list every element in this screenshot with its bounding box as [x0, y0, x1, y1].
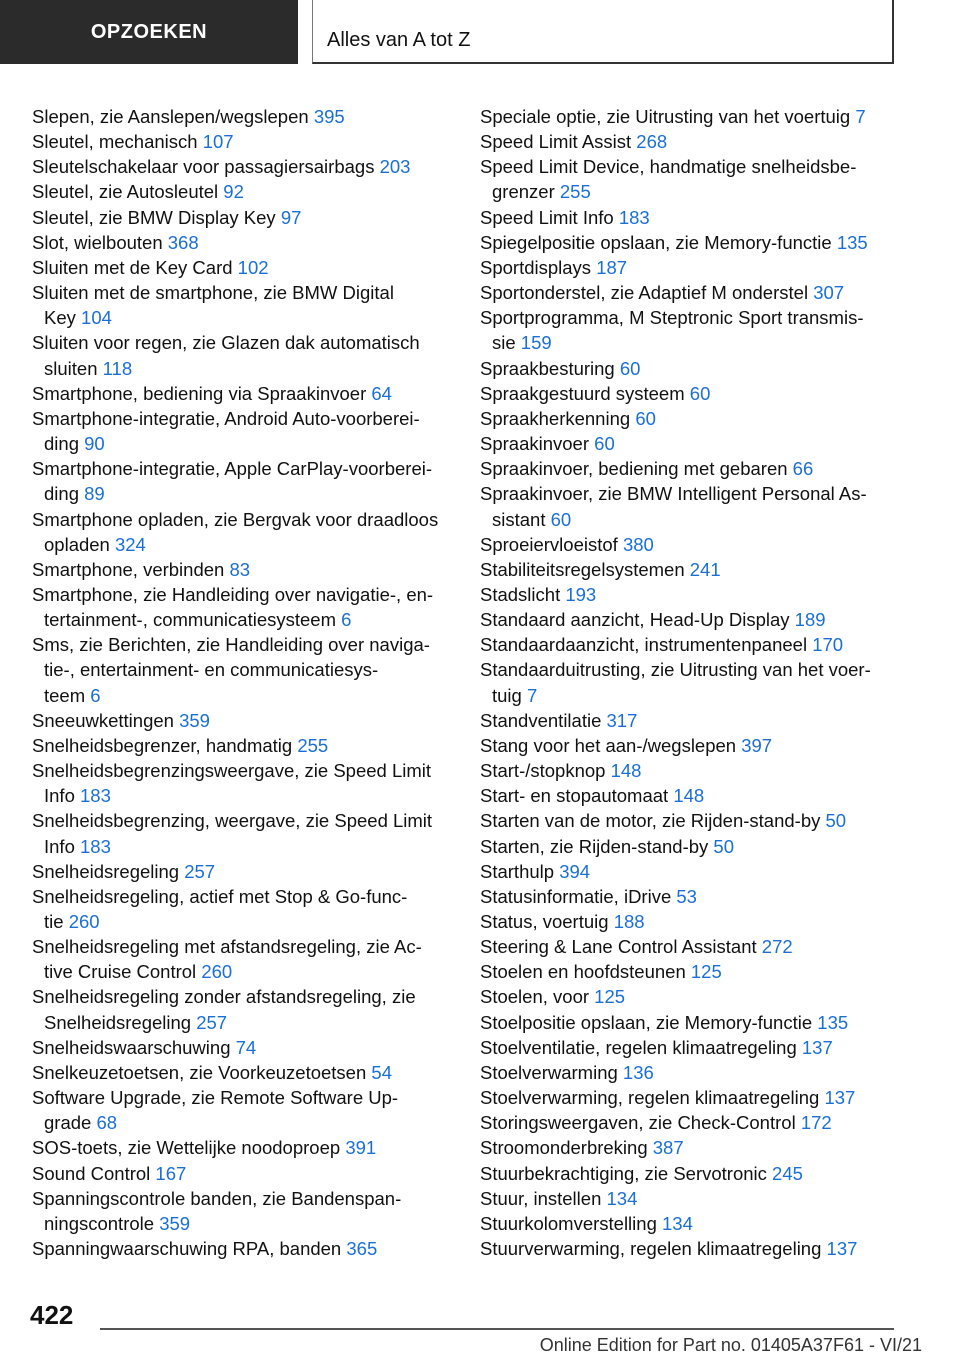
- entry-text: Starten, zie Rijden-stand-by: [480, 835, 714, 857]
- index-entry-continuation: [32, 657, 462, 682]
- entry-text: Smartphone-integratie, Apple CarPlay-voorberei‐: [32, 458, 433, 480]
- page-link[interactable]: 183: [618, 206, 650, 228]
- index-entry: [480, 205, 910, 230]
- entry-text: Spraakherkenning: [480, 407, 636, 429]
- index-entry-continuation: [32, 959, 462, 984]
- entry-text: Sportonderstel, zie Adaptief M onderstel: [480, 282, 814, 304]
- entry-text: Speed Limit Info: [480, 206, 619, 228]
- entry-text: Stadslicht: [480, 583, 566, 605]
- entry-text: Snelheidsbegrenzer, handmatig: [32, 734, 298, 756]
- entry-text: Steering & Lane Control Assistant: [480, 936, 762, 958]
- index-entry-continuation: [32, 683, 462, 708]
- page-link[interactable]: 365: [346, 1238, 378, 1260]
- entry-text: teem: [44, 684, 91, 706]
- entry-text: Slepen, zie Aanslepen/wegslepen: [32, 106, 314, 127]
- index-entry: [32, 758, 462, 783]
- entry-text: Spanningwaarschuwing RPA, banden: [32, 1238, 347, 1260]
- entry-text: Stuurbekrachtiging, zie Servotronic: [480, 1162, 773, 1184]
- page-link[interactable]: 255: [297, 734, 329, 756]
- page-link[interactable]: 68: [96, 1112, 118, 1134]
- footer-divider: [100, 1328, 894, 1330]
- index-entry: [480, 1161, 910, 1186]
- entry-text: Sleutelschakelaar voor passagiersairbags: [32, 156, 380, 178]
- index-entry: [480, 632, 910, 657]
- index-entry: [480, 280, 910, 305]
- index-entry: [480, 783, 910, 808]
- page-link[interactable]: 183: [80, 835, 111, 857]
- page-link[interactable]: 148: [610, 760, 642, 782]
- entry-text: opladen: [44, 533, 115, 555]
- page-link[interactable]: 135: [836, 231, 868, 253]
- index-entry-continuation: [32, 1110, 462, 1135]
- index-column-left: [32, 104, 462, 1261]
- entry-text: Stang voor het aan-/wegslepen: [480, 734, 742, 756]
- index-entry: [480, 1211, 910, 1236]
- index-entry: [480, 255, 910, 280]
- page-link[interactable]: 136: [622, 1061, 654, 1083]
- entry-text: Snelheidswaarschuwing: [32, 1036, 236, 1058]
- entry-text: Smartphone-integratie, Android Auto-voorberei‐: [32, 407, 420, 429]
- index-entry: [32, 456, 462, 481]
- entry-text: grade: [44, 1112, 97, 1134]
- page-link[interactable]: 104: [81, 307, 112, 329]
- entry-text: Stoelverwarming: [480, 1061, 623, 1083]
- index-entry: [32, 1060, 462, 1085]
- index-entry: [32, 154, 462, 179]
- entry-text: Spraakbesturing: [480, 357, 620, 379]
- entry-text: grenzer: [492, 181, 560, 203]
- entry-text: Stoelen, voor: [480, 986, 595, 1008]
- page-link[interactable]: 125: [594, 986, 626, 1008]
- index-entry: [480, 582, 910, 607]
- page-link[interactable]: 6: [341, 609, 352, 631]
- entry-text: Sportprogramma, M Steptronic Sport transmis‐: [480, 307, 864, 329]
- page-link[interactable]: 50: [713, 835, 734, 857]
- page-link[interactable]: 159: [520, 332, 552, 354]
- entry-text: Spanningscontrole banden, zie Bandenspan‐: [32, 1187, 402, 1209]
- index-entry: [32, 934, 462, 959]
- index-entry-continuation: [32, 1010, 462, 1035]
- entry-text: Sportdisplays: [480, 256, 597, 278]
- index-entry: [480, 456, 910, 481]
- entry-text: Sound Control: [32, 1162, 156, 1184]
- index-entry: [32, 808, 462, 833]
- index-entry-continuation: [32, 1211, 462, 1236]
- header-title-box: [312, 0, 894, 64]
- entry-text: tie: [44, 911, 69, 932]
- index-entry: [480, 834, 910, 859]
- entry-text: Smartphone, verbinden: [32, 558, 230, 580]
- page-link[interactable]: 60: [550, 508, 572, 530]
- index-entry-continuation: [32, 532, 462, 557]
- entry-text: sie: [492, 332, 521, 354]
- index-entry: [480, 356, 910, 381]
- index-entry: [480, 431, 910, 456]
- page-link[interactable]: 359: [179, 709, 210, 731]
- entry-text: Sneeuwkettingen: [32, 709, 180, 731]
- index-entry: [32, 1236, 462, 1261]
- index-entry: [480, 607, 910, 632]
- page-link[interactable]: 268: [636, 131, 668, 153]
- entry-text: ningscontrole: [44, 1212, 160, 1234]
- index-entry: [32, 984, 462, 1009]
- entry-text: sistant: [492, 508, 551, 530]
- index-entry-continuation: [32, 607, 462, 632]
- page-link[interactable]: 60: [594, 433, 615, 455]
- index-entry: [32, 104, 462, 129]
- index-entry-continuation: [32, 909, 462, 934]
- page-link[interactable]: 187: [596, 256, 628, 278]
- index-entry: [480, 1186, 910, 1211]
- index-entry-continuation: [32, 783, 462, 808]
- page-link[interactable]: 60: [689, 382, 711, 404]
- index-entry: [32, 330, 462, 355]
- entry-text: Speed Limit Assist: [480, 131, 637, 153]
- entry-text: Snelheidsregeling zonder afstandsregeling, zie: [32, 986, 416, 1008]
- index-entry: [32, 582, 462, 607]
- page-link[interactable]: 359: [159, 1212, 191, 1234]
- entry-text: tive Cruise Control: [44, 961, 202, 983]
- index-entry: [32, 179, 462, 204]
- index-entry: [480, 909, 910, 934]
- index-entry: [480, 984, 910, 1009]
- entry-text: Spraakinvoer, bediening met gebaren: [480, 458, 793, 480]
- index-entry: [480, 884, 910, 909]
- page-link[interactable]: 50: [825, 810, 847, 832]
- entry-text: Stabiliteitsregelsystemen: [480, 558, 690, 580]
- page-link[interactable]: 74: [235, 1036, 257, 1058]
- page-link[interactable]: 97: [280, 206, 302, 228]
- index-entry: [32, 1135, 462, 1160]
- page-link[interactable]: 83: [229, 558, 251, 580]
- page-link[interactable]: 7: [526, 684, 538, 706]
- entry-text: Start- en stopautomaat: [480, 785, 674, 807]
- page-link[interactable]: 387: [652, 1137, 684, 1159]
- page-link[interactable]: 6: [90, 684, 101, 706]
- index-entry: [480, 708, 910, 733]
- page-link[interactable]: 60: [619, 357, 641, 379]
- page-link[interactable]: 137: [824, 1087, 856, 1109]
- entry-text: Stoelen en hoofdsteunen: [480, 961, 691, 983]
- index-entry: [480, 305, 910, 330]
- index-entry: [480, 657, 910, 682]
- entry-text: Sms, zie Berichten, zie Handleiding over naviga‐: [32, 634, 430, 656]
- index-entry: [32, 280, 462, 305]
- index-entry: [32, 255, 462, 280]
- entry-text: Spraakinvoer, zie BMW Intelligent Personal As‐: [480, 483, 867, 505]
- page-link[interactable]: 203: [379, 156, 411, 178]
- index-entry-continuation: [480, 179, 910, 204]
- entry-text: Spraakinvoer: [480, 433, 595, 455]
- index-entry: [480, 154, 910, 179]
- page-link[interactable]: 380: [622, 533, 654, 555]
- index-entry: [480, 934, 910, 959]
- index-entry: [32, 381, 462, 406]
- index-entry: [480, 1236, 910, 1261]
- page-link[interactable]: 125: [690, 961, 722, 983]
- page-link[interactable]: 245: [772, 1162, 803, 1184]
- entry-text: Stuur, instellen: [480, 1187, 607, 1209]
- entry-text: Smartphone opladen, zie Bergvak voor draadloos: [32, 508, 439, 530]
- index-entry: [32, 632, 462, 657]
- index-entry: [32, 507, 462, 532]
- page-link[interactable]: 66: [792, 458, 814, 480]
- page-link[interactable]: 324: [114, 533, 146, 555]
- index-entry-continuation: [32, 834, 462, 859]
- index-entry-continuation: [480, 683, 910, 708]
- entry-text: Sleutel, zie BMW Display Key: [32, 206, 281, 228]
- entry-text: Snelkeuzetoetsen, zie Voorkeuzetoetsen: [32, 1061, 372, 1083]
- entry-text: Standaard aanzicht, Head-Up Display: [480, 609, 795, 631]
- index-entry: [480, 557, 910, 582]
- index-entry: [480, 230, 910, 255]
- entry-text: Sluiten met de smartphone, zie BMW Digital: [32, 282, 394, 304]
- index-entry: [32, 230, 462, 255]
- page-link[interactable]: 188: [613, 911, 645, 932]
- index-entry: [32, 1186, 462, 1211]
- entry-text: Standventilatie: [480, 709, 607, 731]
- entry-text: Starthulp: [480, 860, 560, 882]
- entry-text: Key: [44, 307, 82, 329]
- page-title: Alles van A tot Z: [327, 29, 471, 51]
- page-link[interactable]: 255: [559, 181, 591, 203]
- index-entry: [480, 481, 910, 506]
- page-link[interactable]: 92: [223, 181, 244, 203]
- page-link[interactable]: 368: [167, 231, 199, 253]
- page-link[interactable]: 134: [606, 1187, 638, 1209]
- index-entry: [480, 104, 910, 129]
- page-link[interactable]: 167: [155, 1162, 187, 1184]
- index-column-right: [480, 104, 910, 1261]
- index-entry: [480, 859, 910, 884]
- index-entry: [480, 1010, 910, 1035]
- page-link[interactable]: 260: [201, 961, 233, 983]
- index-entry: [480, 808, 910, 833]
- entry-text: Sproeiervloeistof: [480, 533, 623, 555]
- entry-text: Info: [44, 785, 80, 807]
- entry-text: Speciale optie, zie Uitrusting van het voertuig: [480, 106, 856, 127]
- entry-text: tertainment-, communicatiesysteem: [44, 609, 342, 631]
- entry-text: Sleutel, zie Autosleutel: [32, 181, 224, 203]
- index-entry: [480, 381, 910, 406]
- page-link[interactable]: 241: [689, 558, 721, 580]
- page-link[interactable]: 257: [184, 860, 216, 882]
- entry-text: Snelheidsbegrenzingsweergave, zie Speed Limit: [32, 760, 432, 782]
- entry-text: ding: [44, 483, 85, 505]
- page-link[interactable]: 118: [102, 357, 133, 379]
- page-link[interactable]: 137: [801, 1036, 833, 1058]
- index-entry: [32, 129, 462, 154]
- page-link[interactable]: 64: [371, 382, 392, 404]
- page-link[interactable]: 272: [761, 936, 793, 958]
- index-entry-continuation: [32, 356, 462, 381]
- index-entry: [32, 859, 462, 884]
- page-link[interactable]: 170: [812, 634, 844, 656]
- entry-text: Info: [44, 835, 80, 857]
- entry-text: Start-/stopknop: [480, 760, 611, 782]
- page-link[interactable]: 307: [813, 282, 845, 304]
- entry-text: sluiten: [44, 357, 103, 379]
- page-link[interactable]: 394: [559, 860, 591, 882]
- page-link[interactable]: 317: [606, 709, 638, 731]
- entry-text: Slot, wielbouten: [32, 231, 168, 253]
- index-entry: [32, 406, 462, 431]
- entry-text: Snelheidsregeling met afstandsregeling, zie Ac‐: [32, 936, 422, 958]
- page-link[interactable]: 183: [80, 785, 111, 807]
- page-link[interactable]: 148: [673, 785, 705, 807]
- page-link[interactable]: 60: [635, 407, 656, 429]
- entry-text: Stuurkolomverstelling: [480, 1212, 662, 1234]
- page-link[interactable]: 391: [345, 1137, 377, 1159]
- footer-edition: Online Edition for Part no. 01405A37F61 - VI/21: [539, 1335, 922, 1355]
- entry-text: Software Upgrade, zie Remote Software Up‐: [32, 1087, 399, 1109]
- page-link[interactable]: 90: [84, 433, 105, 455]
- index-entry: [480, 129, 910, 154]
- index-entry: [480, 1060, 910, 1085]
- entry-text: ding: [44, 433, 85, 455]
- page-link[interactable]: 102: [237, 256, 269, 278]
- index-entry: [32, 884, 462, 909]
- page-link[interactable]: 172: [800, 1112, 832, 1134]
- index-entry-continuation: [480, 330, 910, 355]
- entry-text: Sluiten voor regen, zie Glazen dak automatisch: [32, 332, 420, 354]
- index-entry: [480, 733, 910, 758]
- entry-text: Snelheidsregeling: [32, 860, 185, 882]
- entry-text: Standaarduitrusting, zie Uitrusting van het voer‐: [480, 659, 871, 681]
- entry-text: Stoelventilatie, regelen klimaatregeling: [480, 1036, 802, 1058]
- entry-text: Sluiten met de Key Card: [32, 256, 238, 278]
- page-link[interactable]: 54: [371, 1061, 392, 1083]
- entry-text: Standaardaanzicht, instrumentenpaneel: [480, 634, 813, 656]
- page-link[interactable]: 257: [196, 1011, 228, 1033]
- entry-text: Spiegelpositie opslaan, zie Memory-functie: [480, 231, 837, 253]
- section-tab: OPZOEKEN: [0, 0, 298, 64]
- index-entry: [32, 205, 462, 230]
- entry-text: Stroomonderbreking: [480, 1137, 653, 1159]
- page-link[interactable]: 89: [84, 483, 105, 505]
- index-entry-continuation: [32, 431, 462, 456]
- entry-text: tie-, entertainment- en communicatiesys‐: [44, 659, 379, 681]
- entry-text: Snelheidsregeling, actief met Stop & Go-func‐: [32, 885, 408, 907]
- index-entry: [32, 1085, 462, 1110]
- page-link[interactable]: 397: [741, 734, 773, 756]
- entry-text: Snelheidsregeling: [44, 1011, 197, 1033]
- page-link[interactable]: 395: [313, 106, 345, 127]
- entry-text: Storingsweergaven, zie Check-Control: [480, 1112, 801, 1134]
- entry-text: Stuurverwarming, regelen klimaatregeling: [480, 1238, 827, 1260]
- entry-text: Stoelpositie opslaan, zie Memory-functie: [480, 1011, 818, 1033]
- entry-text: Status, voertuig: [480, 911, 614, 932]
- index-entry: [32, 1035, 462, 1060]
- entry-text: Stoelverwarming, regelen klimaatregeling: [480, 1087, 825, 1109]
- entry-text: Sleutel, mechanisch: [32, 131, 203, 153]
- page-link[interactable]: 137: [826, 1238, 858, 1260]
- page-number: 422: [30, 1300, 74, 1330]
- entry-text: Starten van de motor, zie Rijden-stand-by: [480, 810, 826, 832]
- index-entry: [480, 1110, 910, 1135]
- index-entry: [480, 959, 910, 984]
- page-link[interactable]: 53: [676, 885, 697, 907]
- index-entry: [32, 733, 462, 758]
- entry-text: tuig: [492, 684, 527, 706]
- index-entry: [32, 708, 462, 733]
- index-entry: [480, 1035, 910, 1060]
- page-link[interactable]: 135: [817, 1011, 849, 1033]
- index-entry: [32, 1161, 462, 1186]
- page-link[interactable]: 189: [794, 609, 826, 631]
- page-link[interactable]: 260: [68, 911, 100, 932]
- entry-text: Snelheidsbegrenzing, weergave, zie Speed Limit: [32, 810, 433, 832]
- entry-text: SOS-toets, zie Wettelijke noodoproep: [32, 1137, 346, 1159]
- index-entry: [32, 557, 462, 582]
- index-entry-continuation: [32, 481, 462, 506]
- entry-text: Statusinformatie, iDrive: [480, 885, 677, 907]
- index-entry: [480, 532, 910, 557]
- index-entry: [480, 758, 910, 783]
- entry-text: Smartphone, bediening via Spraakinvoer: [32, 382, 372, 404]
- entry-text: Smartphone, zie Handleiding over navigatie-, en‐: [32, 583, 434, 605]
- page-link[interactable]: 193: [565, 583, 597, 605]
- entry-text: Spraakgestuurd systeem: [480, 382, 690, 404]
- index-entry-continuation: [32, 305, 462, 330]
- entry-text: Speed Limit Device, handmatige snelheidsbe‐: [480, 156, 857, 178]
- index-entry: [480, 1085, 910, 1110]
- index-entry: [480, 406, 910, 431]
- page-link[interactable]: 7: [855, 106, 866, 127]
- index-entry-continuation: [480, 507, 910, 532]
- index-entry: [480, 1135, 910, 1160]
- page-link[interactable]: 107: [202, 131, 234, 153]
- page-link[interactable]: 134: [662, 1212, 693, 1234]
